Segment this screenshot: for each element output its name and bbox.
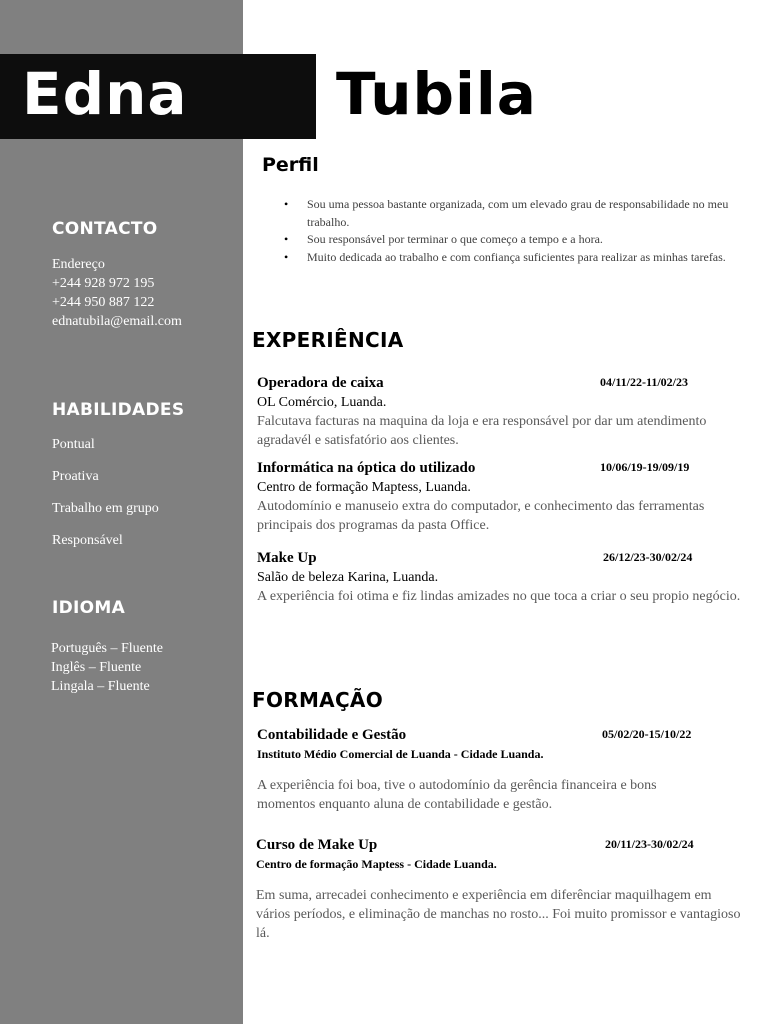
- entry-title: Operadora de caixa: [257, 375, 384, 391]
- language-item: Inglês – Fluente: [51, 660, 142, 675]
- skill-item: Responsável: [52, 533, 123, 548]
- entry-organization: Centro de formação Maptess, Luanda.: [257, 480, 471, 495]
- entry-title: Make Up: [257, 550, 317, 566]
- profile-bullet: • Sou responsável por terminar o que começo a tempo e a hora.: [284, 231, 754, 249]
- skills-heading: HABILIDADES: [52, 400, 185, 420]
- contact-email: ednatubila@email.com: [52, 314, 182, 329]
- language-item: Lingala – Fluente: [51, 679, 150, 694]
- experience-entry: [257, 374, 717, 450]
- entry-description: A experiência foi otima e fiz lindas amizades no que toca a criar o seu propio negócio.: [257, 589, 741, 604]
- entry-date: 10/06/19-19/09/19: [600, 460, 690, 474]
- contact-address: Endereço: [52, 257, 105, 272]
- education-entry: [257, 726, 717, 814]
- experience-entry: [257, 549, 747, 606]
- entry-organization: Instituto Médio Comercial de Luanda - Cidade Luanda.: [257, 747, 544, 761]
- profile-bullet: • Sou uma pessoa bastante organizada, com um elevado grau de responsabilidade no meu trabalho.: [284, 196, 754, 231]
- languages-list: [51, 639, 163, 696]
- last-name: Tubila: [336, 60, 537, 128]
- entry-title: Curso de Make Up: [256, 837, 378, 853]
- languages-heading: IDIOMA: [52, 598, 126, 618]
- education-entry: [256, 836, 746, 943]
- entry-description: A experiência foi boa, tive o autodomínio da gerência financeira e bons momentos enquanto aluna de contabilidade e gestão.: [257, 778, 657, 812]
- contact-list: [52, 255, 182, 331]
- skills-list: [52, 437, 159, 565]
- skill-item: Proativa: [52, 469, 99, 484]
- profile-heading: Perfil: [262, 154, 319, 176]
- entry-description: Falcutava facturas na maquina da loja e era responsável por dar um atendimento agradavél e satisfatório aos clientes.: [257, 414, 707, 448]
- entry-organization: Salão de beleza Karina, Luanda.: [257, 570, 439, 585]
- entry-date: 05/02/20-15/10/22: [602, 727, 692, 741]
- skill-item: Trabalho em grupo: [52, 501, 159, 516]
- contact-phone-2: +244 950 887 122: [52, 295, 155, 310]
- education-heading: FORMAÇÃO: [252, 688, 384, 712]
- entry-description: Em suma, arrecadei conhecimento e experiência em diferênciar maquilhagem em vários períodos, e eliminação de manchas no rosto... Foi muito promissor e vantagioso lá.: [256, 888, 741, 941]
- entry-date: 20/11/23-30/02/24: [605, 837, 694, 851]
- entry-description: Autodomínio e manuseio extra do computador, e conhecimento das ferramentas principais dos programas da pasta Office.: [257, 499, 705, 533]
- experience-heading: EXPERIÊNCIA: [252, 328, 404, 352]
- experience-entry: [257, 459, 717, 535]
- entry-date: 04/11/22-11/02/23: [600, 375, 689, 389]
- entry-organization: OL Comércio, Luanda.: [257, 395, 387, 410]
- language-item: Português – Fluente: [51, 641, 163, 656]
- entry-organization: Centro de formação Maptess - Cidade Luanda.: [256, 857, 497, 871]
- skill-item: Pontual: [52, 437, 95, 452]
- entry-title: Informática na óptica do utilizado: [257, 460, 476, 476]
- entry-date: 26/12/23-30/02/24: [603, 550, 693, 564]
- contact-phone-1: +244 928 972 195: [52, 276, 155, 291]
- contact-heading: CONTACTO: [52, 219, 158, 239]
- first-name: Edna: [22, 60, 188, 128]
- entry-title: Contabilidade e Gestão: [257, 727, 407, 743]
- profile-list: [284, 196, 754, 266]
- profile-bullet: • Muito dedicada ao trabalho e com confiança suficientes para realizar as minhas tarefas.: [284, 249, 754, 267]
